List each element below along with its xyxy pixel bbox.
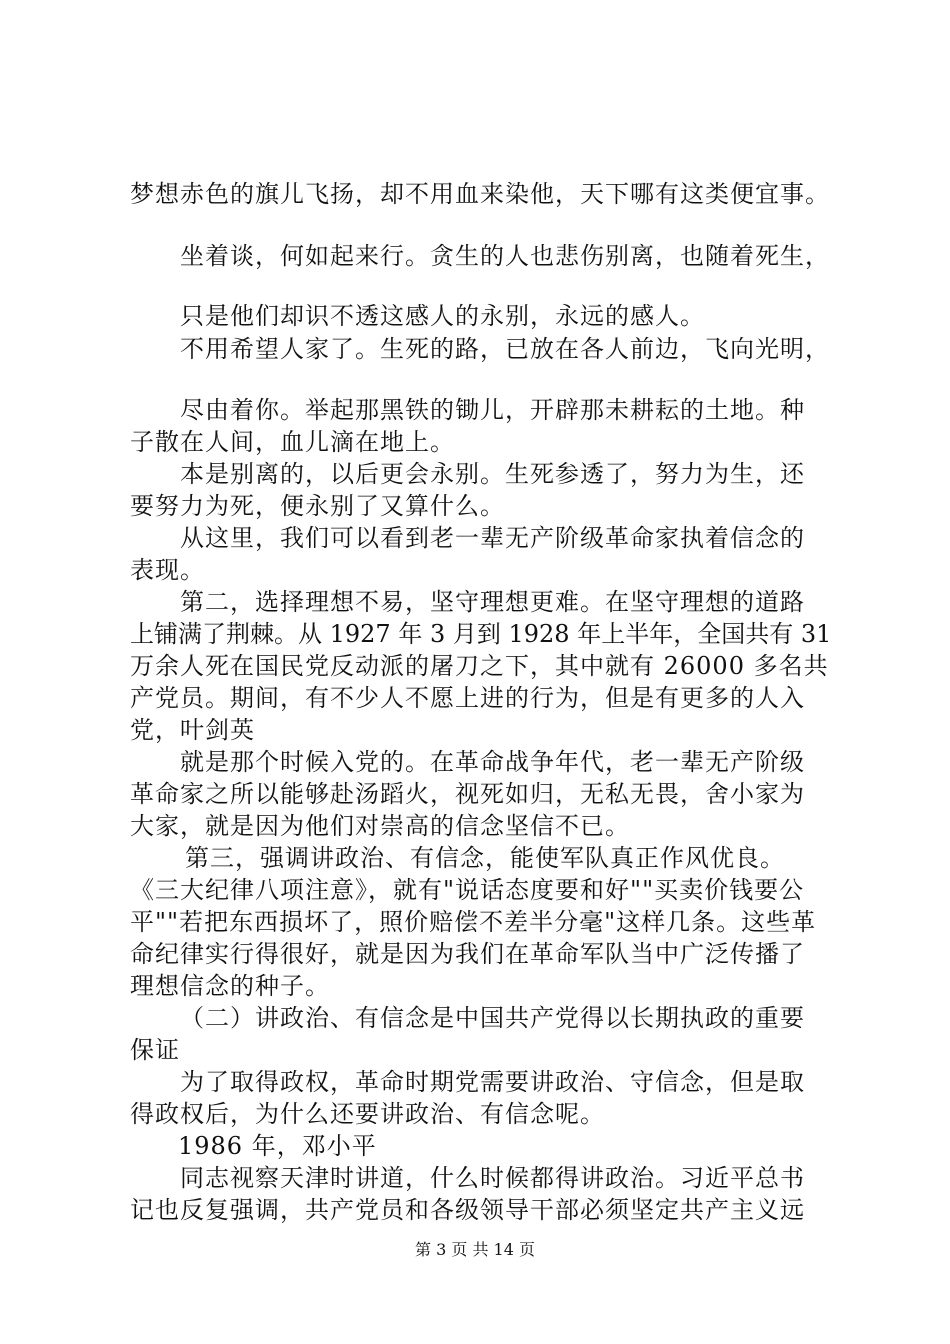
text-line: 产党员。期间，有不少人不愿上进的行为，但是有更多的人入 — [130, 684, 805, 712]
text-line: 就是那个时候入党的。在革命战争年代，老一辈无产阶级 — [180, 748, 805, 776]
page-footer — [0, 1240, 950, 1260]
text-line: 子散在人间，血儿滴在地上。 — [130, 428, 455, 456]
text-line: 理想信念的种子。 — [130, 972, 330, 1000]
page-number: 第 3 页 共 14 页 — [415, 1240, 535, 1259]
text-line: 1986 年，邓小平 — [178, 1132, 377, 1160]
text-line: 保证 — [130, 1036, 180, 1064]
text-line: 从这里，我们可以看到老一辈无产阶级革命家执着信念的 — [180, 524, 805, 552]
text-line: 要努力为死，便永别了又算什么。 — [130, 492, 505, 520]
text-line: 万余人死在国民党反动派的屠刀之下，其中就有 26000 多名共 — [130, 652, 829, 680]
text-line: 得政权后，为什么还要讲政治、有信念呢。 — [130, 1100, 605, 1128]
text-line: 党，叶剑英 — [130, 716, 255, 744]
text-line: 革命家之所以能够赴汤蹈火，视死如归，无私无畏，舍小家为 — [130, 780, 805, 808]
text-line: 坐着谈，何如起来行。贪生的人也悲伤别离，也随着死生， — [180, 242, 830, 270]
text-line: 记也反复强调，共产党员和各级领导干部必须坚定共产主义远 — [130, 1196, 805, 1224]
text-line: 尽由着你。举起那黑铁的锄儿，开辟那未耕耘的土地。种 — [180, 396, 805, 424]
text-line: 上铺满了荆棘。从 1927 年 3 月到 1928 年上半年，全国共有 31 — [130, 620, 832, 648]
text-line: 梦想赤色的旗儿飞扬，却不用血来染他，天下哪有这类便宜事。 — [130, 180, 830, 208]
text-line: 本是别离的，以后更会永别。生死参透了，努力为生，还 — [180, 460, 805, 488]
text-line: 同志视察天津时讲道，什么时候都得讲政治。习近平总书 — [180, 1164, 805, 1192]
text-line: 为了取得政权，革命时期党需要讲政治、守信念，但是取 — [180, 1068, 805, 1096]
text-line: 《三大纪律八项注意》，就有"说话态度要和好""买卖价钱要公 — [130, 876, 805, 904]
text-line: 大家，就是因为他们对崇高的信念坚信不已。 — [130, 812, 630, 840]
text-line: （二）讲政治、有信念是中国共产党得以长期执政的重要 — [180, 1004, 805, 1032]
text-line: 第三，强调讲政治、有信念，能使军队真正作风优良。 — [185, 844, 785, 872]
text-line: 平""若把东西损坏了，照价赔偿不差半分毫"这样几条。这些革 — [130, 908, 817, 936]
text-line: 只是他们却识不透这感人的永别，永远的感人。 — [180, 302, 705, 330]
text-line: 命纪律实行得很好，就是因为我们在革命军队当中广泛传播了 — [130, 940, 805, 968]
text-line: 表现。 — [130, 556, 205, 584]
text-line: 第二，选择理想不易，坚守理想更难。在坚守理想的道路 — [180, 588, 805, 616]
text-line: 不用希望人家了。生死的路，已放在各人前边，飞向光明， — [180, 335, 830, 363]
